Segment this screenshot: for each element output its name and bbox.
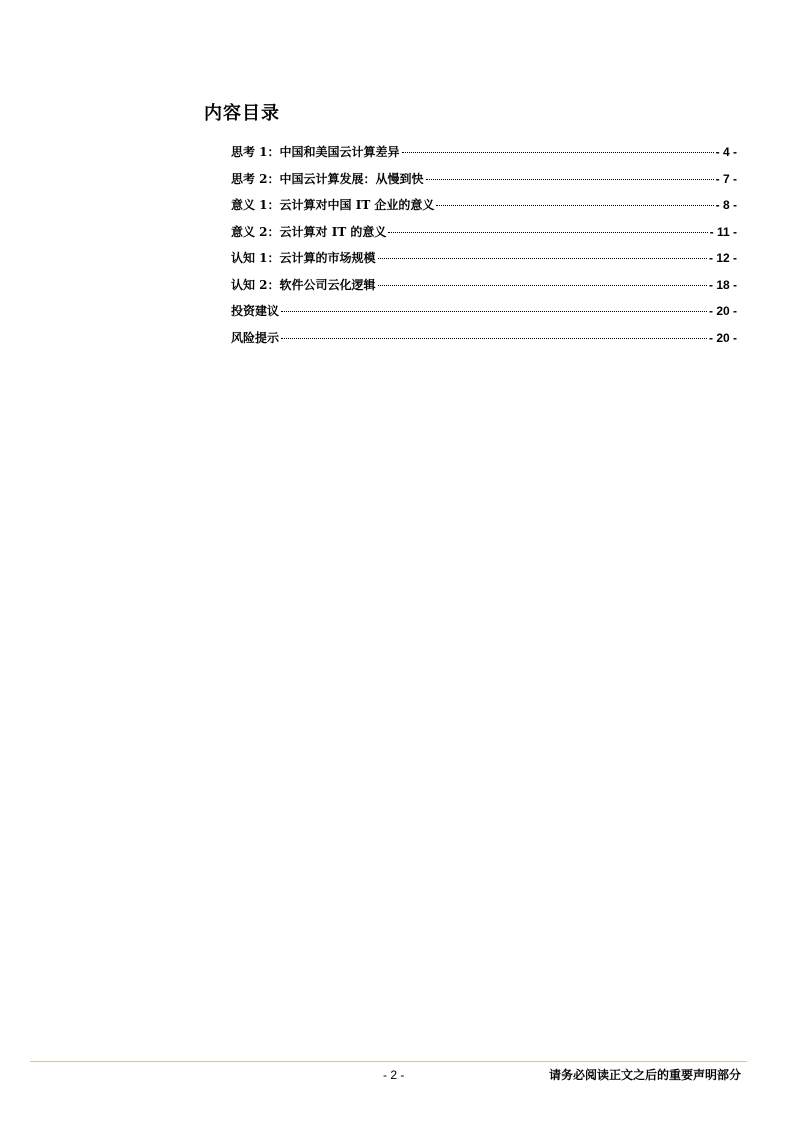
- toc-entry-label: 意义 1：云计算对中国 IT 企业的意义: [231, 198, 435, 212]
- toc-dot-leader: [378, 258, 707, 259]
- toc-entry-page: - 11 -: [709, 224, 737, 239]
- toc-entry-page: - 7 -: [715, 171, 737, 186]
- toc-entry-thinking-2[interactable]: [231, 169, 737, 196]
- footer-divider: [30, 1061, 747, 1062]
- toc-entry-label: 风险提示: [231, 330, 280, 345]
- toc-entry-label: 认知 1：云计算的市场规模: [231, 251, 376, 265]
- toc-entry-page: - 8 -: [715, 198, 737, 212]
- toc-entry-thinking-1[interactable]: [231, 142, 737, 169]
- toc-entry-investment-advice[interactable]: [231, 301, 737, 328]
- toc-entry-page: - 12 -: [708, 251, 737, 265]
- toc-entry-label: 认知 2：软件公司云化逻辑: [231, 277, 376, 292]
- toc-dot-leader: [388, 232, 707, 233]
- toc-entry-page: - 4 -: [715, 145, 737, 159]
- toc-entry-significance-2[interactable]: [231, 222, 737, 249]
- toc-dot-leader: [436, 205, 713, 206]
- toc-entry-significance-1[interactable]: [231, 195, 737, 222]
- footer-page-number: - 2 -: [383, 1068, 405, 1082]
- toc-dot-leader: [426, 179, 714, 180]
- toc-dot-leader: [281, 311, 707, 312]
- toc-entry-cognition-1[interactable]: [231, 248, 737, 275]
- toc-entry-page: - 20 -: [708, 330, 737, 345]
- toc-entry-risk-warning[interactable]: [231, 328, 737, 355]
- toc-entry-label: 思考 1：中国和美国云计算差异: [231, 145, 400, 159]
- toc-title: 内容目录: [204, 103, 280, 124]
- toc-entry-page: - 20 -: [708, 304, 737, 318]
- toc-entry-label: 意义 2：云计算对 IT 的意义: [231, 224, 387, 239]
- toc-list: [231, 142, 737, 354]
- toc-entry-cognition-2[interactable]: [231, 275, 737, 302]
- toc-dot-leader: [402, 152, 714, 153]
- toc-dot-leader: [378, 285, 707, 286]
- footer-disclaimer: 请务必阅读正文之后的重要声明部分: [548, 1068, 741, 1082]
- toc-dot-leader: [281, 338, 707, 339]
- toc-entry-label: 思考 2：中国云计算发展：从慢到快: [231, 171, 424, 186]
- toc-entry-label: 投资建议: [231, 304, 280, 318]
- toc-entry-page: - 18 -: [708, 277, 737, 292]
